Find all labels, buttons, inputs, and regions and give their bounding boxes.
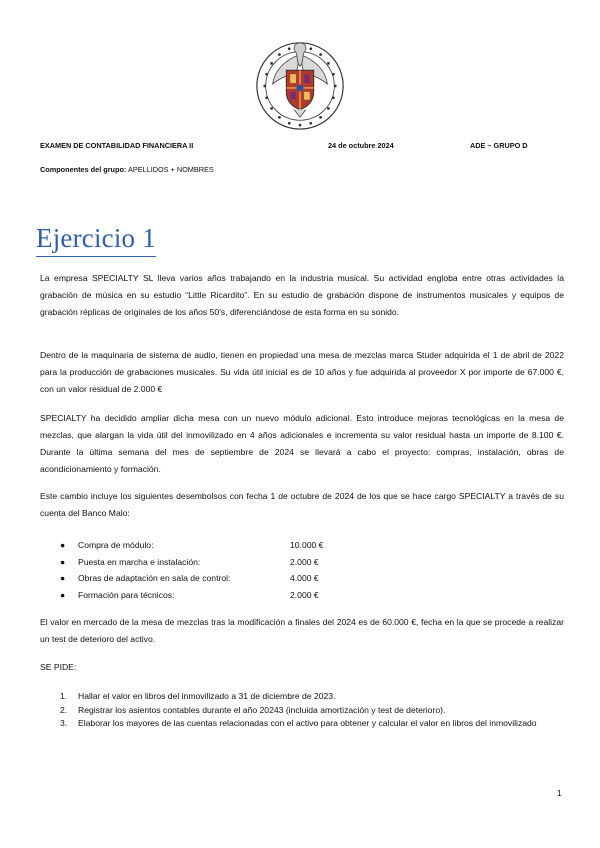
exam-date: 24 de octubre 2024: [328, 141, 394, 150]
paragraph-disbursements: Este cambio incluye los siguientes desembolsos con fecha 1 de octubre de 2024 de los que se hace cargo SPECIALTY a través de su cuenta del Banco Malo:: [40, 491, 564, 518]
paragraph-expansion: SPECIALTY ha decidido ampliar dicha mesa con un nuevo módulo adicional. Esto introduce mejoras tecnológicas en la mesa de mezclas, que alargan la vida útil del inmovilizado en 4 años adicionales e incrementa su valor residual hasta un importe de 8.100 €. Durante la última semana del mes de septiembre de 2024 se llevará a cabo el proyecto: compras, instalación, obras de acondicionamiento y formación.: [40, 413, 564, 474]
task-text: Elaborar los mayores de las cuentas relacionadas con el activo para obtener y calcular el valor en libros del inmovilizado: [78, 718, 537, 728]
expense-amount: 2.000 €: [290, 589, 319, 600]
task-number: 1.: [60, 691, 68, 701]
expense-item: [40, 570, 440, 587]
task-text: Registrar los asientos contables durante el año 20243 (incluida amortización y test de deterioro).: [78, 704, 446, 715]
page-number: 1: [557, 788, 562, 798]
exercise-title: Ejercicio 1: [36, 223, 156, 257]
expense-label: Obras de adaptación en sala de control:: [78, 573, 231, 583]
bullet-icon: ●: [60, 556, 66, 567]
task-item: [40, 717, 566, 731]
bullet-icon: ●: [60, 540, 66, 550]
expense-label: Puesta en marcha e instalación:: [78, 556, 201, 567]
task-item: [40, 704, 566, 718]
task-text: Hallar el valor en libros del inmovilizado a 31 de diciembre de 2023.: [78, 691, 336, 701]
group-members: [40, 165, 214, 174]
bullet-icon: ●: [60, 589, 66, 600]
expense-amount: 10.000 €: [290, 540, 324, 550]
expense-item: [40, 554, 440, 571]
task-item: [40, 690, 566, 704]
paragraph-market-value: El valor en mercado de la mesa de mezclas tras la modificación a finales del 2024 es de 60.000 €, fecha en la que se procede a realizar un test de deterioro del activo.: [40, 617, 564, 644]
expense-amount: 4.000 €: [290, 573, 319, 583]
bullet-icon: ●: [60, 573, 66, 583]
expense-amount: 2.000 €: [290, 556, 319, 567]
exam-title: EXAMEN DE CONTABILIDAD FINANCIERA II: [40, 141, 194, 150]
task-number: 2.: [60, 704, 68, 715]
university-seal-logo: [251, 35, 349, 133]
expense-item: [40, 537, 440, 554]
paragraph-equipment: Dentro de la maquinaria de sistema de audio, tienen en propiedad una mesa de mezclas marca Studer adquirida el 1 de abril de 2022 para la producción de grabaciones musicales. Su vida útil inicial es de 10 años y fue adquirida al proveedor X por importe de 67.000 €, con un valor residual de 2.000 €: [40, 350, 564, 394]
expense-label: Compra de módulo:: [78, 540, 154, 550]
expense-item: [40, 587, 440, 604]
task-number: 3.: [60, 718, 68, 728]
exam-group: ADE – GRUPO D: [470, 141, 528, 150]
se-pide-heading: SE PIDE:: [40, 662, 77, 672]
group-members-label: Componentes del grupo:: [40, 165, 127, 174]
expense-list: [40, 537, 440, 603]
task-list: [40, 690, 566, 731]
expense-label: Formación para técnicos:: [78, 589, 175, 600]
group-members-value: APELLIDOS + NOMBRES: [127, 165, 214, 174]
paragraph-intro: La empresa SPECIALTY SL lleva varios años trabajando en la industria musical. Su actividad engloba entre otras actividades la grabación de música en su estudio “Little Ricardito”. En su estudio de grabación dispone de instrumentos musicales y equipos de grabación réplicas de originales de los años 50’s, diferenciándose de esta forma en su sonido.: [40, 273, 564, 317]
